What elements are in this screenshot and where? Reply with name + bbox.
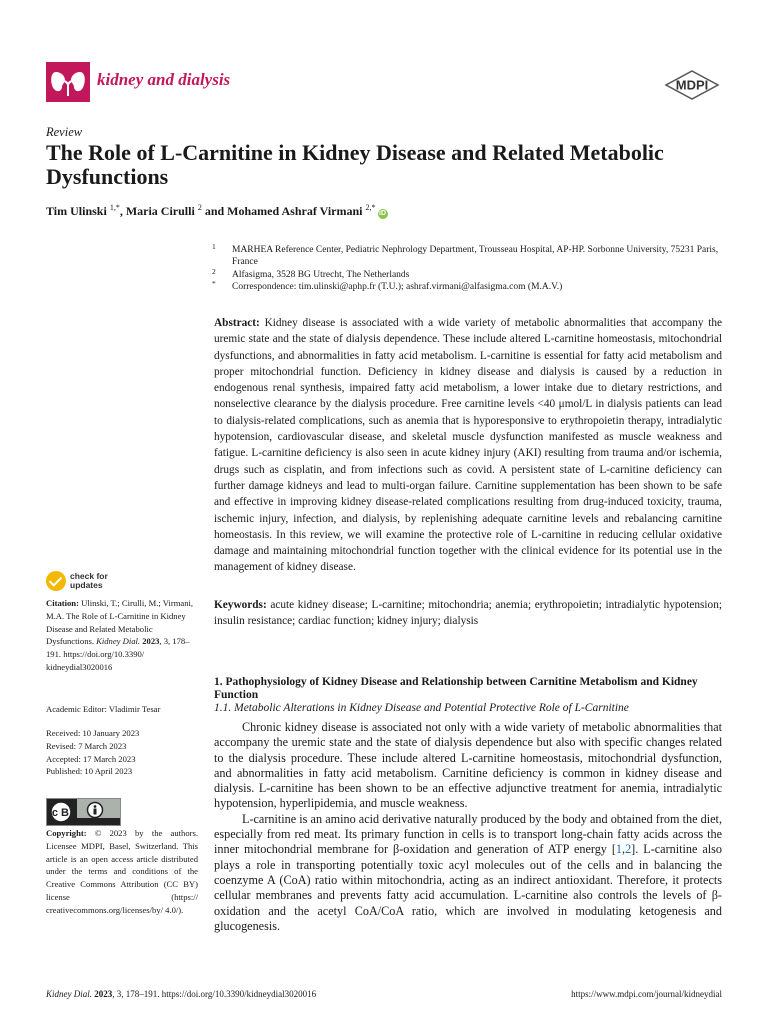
citation-link[interactable]: 1: [615, 842, 623, 857]
affiliation-item: 2 Alfasigma, 3528 BG Utrecht, The Netherlands: [212, 266, 410, 280]
copyright-label: Copyright:: [46, 828, 87, 838]
check-for-updates-label: check for updates: [70, 571, 108, 590]
affiliations: [212, 244, 722, 293]
citation-doi[interactable]: , 3, 178–191. https://doi.org/10.3390/ kidneydial3020016: [46, 636, 190, 672]
mdpi-logo[interactable]: [664, 70, 720, 100]
footer-journal-url[interactable]: https://www.mdpi.com/journal/kidneydial: [571, 989, 722, 999]
correspondence: * Correspondence: tim.ulinski@aphp.fr (T.U.); ashraf.virmani@alfasigma.com (M.A.V.): [212, 278, 563, 292]
footer-citation: Kidney Dial. 2023, 3, 178–191. https://doi.org/10.3390/kidneydial3020016: [46, 989, 317, 999]
author-name[interactable]: Maria Cirulli: [125, 204, 195, 218]
kidney-icon: [46, 62, 90, 102]
academic-editor: Academic Editor: Vladimir Tesar: [46, 704, 161, 714]
published-date: Published: 10 April 2023: [46, 766, 133, 777]
abstract: [214, 315, 722, 576]
footer-doi[interactable]: , 3, 178–191. https://doi.org/10.3390/kidneydial3020016: [112, 989, 317, 999]
author-list: Tim Ulinski $^{1,*}$, Maria Cirulli $^2$ and Mohamed Ashraf Virmani $^{2,*}$iD: [46, 203, 387, 218]
copyright-block: [46, 827, 198, 917]
citation-link[interactable]: 2: [625, 842, 632, 857]
keywords: [214, 597, 722, 630]
citation-block: Citation: Ulinski, T.; Cirulli, M.; Virmani, M.A. The Role of L-Carnitine in Kidney Disease and Related Metabolic Dysfunctions. Kidney Dial. 2023, 3, 178–191. https://doi.org/10.3390/ kidneydial3020016: [46, 598, 194, 672]
journal-logo: [46, 62, 90, 102]
paragraph: L-carnitine is an amino acid derivative naturally produced by the body and obtained from the diet, especially from red meat. Its primary function in cells is to transport long-chain fatty acids across the inner mitochondrial membrane for β-oxidation and generation of ATP energy [1,2]. L-carnitine also plays a role in transporting potentially toxic acyl molecules out of the cells and in balancing the coenzyme A (CoA) ratio within mitochondria, acting as an indirect antioxidant. Therefore, it protects cellular membranes and prevents fatty acid accumulation. L-carnitine also controls the levels of β-oxidation and the acetyl CoA/CoA ratio, which are involved in modulating ketogenesis and glucogenesis.: [214, 811, 722, 933]
article-type: Review: [46, 125, 83, 139]
cc-badge-text: cc BY: [47, 807, 77, 819]
received-date: Received: 10 January 2023: [46, 728, 140, 738]
mdpi-logo-text: MDPI: [675, 77, 709, 93]
subsection-heading: 1.1. Metabolic Alterations in Kidney Disease and Potential Protective Role of L-Carnitine: [214, 702, 629, 714]
revised-date: Revised: 7 March 2023: [46, 740, 127, 751]
affiliation-item: 1 MARHEA Reference Center, Pediatric Nephrology Department, Trousseau Hospital, AP-HP. Sorbonne University, 75231 Paris, France: [212, 242, 719, 268]
author-affil-marks: 1,*: [109, 203, 120, 212]
section-heading: 1. Pathophysiology of Kidney Disease and Relationship between Carnitine Metabolism and Kidney Function: [214, 676, 698, 701]
history-dates: [46, 727, 198, 778]
check-for-updates-button[interactable]: [46, 571, 126, 593]
article-title: The Role of L-Carnitine in Kidney Disease and Related Metabolic Dysfunctions: [46, 140, 664, 189]
abstract-label: Abstract:: [214, 317, 260, 329]
citation-label: Citation:: [46, 598, 79, 608]
copyright-text: © 2023 by the authors. Licensee MDPI, Basel, Switzerland. This article is an open access article distributed under the terms and conditions of the Creative Commons Attribution (CC BY) license (https:// creativecommons.org/licenses/by/ 4.0/).: [46, 828, 198, 915]
orcid-icon[interactable]: iD: [379, 210, 387, 217]
journal-name[interactable]: kidney and dialysis: [97, 70, 231, 89]
author-name[interactable]: Mohamed Ashraf Virmani: [227, 204, 363, 218]
keywords-text: acute kidney disease; L-carnitine; mitochondria; anemia; erythropoietin; intradialytic hypotension; insulin resistance; cardiac function; kidney injury; dialysis: [214, 599, 722, 628]
cc-by-license-badge[interactable]: [46, 798, 121, 826]
author-affil-marks: 2: [197, 203, 202, 212]
author-name[interactable]: Tim Ulinski: [46, 204, 107, 218]
body-text: [214, 720, 722, 934]
abstract-text: Kidney disease is associated with a wide variety of metabolic abnormalities that accompany the uremic state and the state of dialysis dependence. These include altered L-carnitine homeostasis, mitochondrial dysfunctions, and abnormalities in fatty acid metabolism. L-carnitine is essential for fatty acid metabolism and proper mitochondrial function. Deficiency in kidney disease and dialysis is caused by a reduction in endogenous renal synthesis, impaired fatty acid metabolism, a lower intake due to dietary restrictions, and nonselective clearance by the dialysis procedure. Free carnitine levels <40 μmol/L in dialysis patients can lead to dialysis-related complications, such as anemia that is hyporesponsive to erythropoietin therapy, intradialytic hypotension, cardiovascular disease, and skeletal muscle dysfunction manifested as muscle weakness and fatigue. L-carnitine deficiency is also seen in acute kidney injury (AKI) resulting from trauma and/or ischemia, drugs such as cisplatin, and from infections such as covid. A persistent state of L-carnitine deficiency can further damage kidneys and lead to multi-organ failure. Carnitine supplementation has been shown to be safe and effective in improving kidney disease-related complications resulting from drug-induced toxicity, trauma, ischemic injury, infection, and dialysis, by replenishing adequate carnitine levels and rebalancing carnitine homeostasis. In this review, we will examine the protective role of L-carnitine in reducing cellular oxidative damage and maintaining mitochondrial function together with the clinical evidence for its potential use in the management of kidney disease.: [214, 317, 723, 574]
accepted-date: Accepted: 17 March 2023: [46, 753, 136, 764]
keywords-label: Keywords:: [214, 599, 267, 611]
paragraph: Chronic kidney disease is associated not only with a wide variety of metabolic abnormalities that accompany the uremic state and the state of dialysis dependence but also with specific changes related to the dialysis procedure. These include altered L-carnitine homeostasis, mitochondrial dysfunction, and abnormalities in fatty acid metabolism. Carnitine deficiency is common in kidney disease and dialysis. L-carnitine has been shown to be an effective adjunctive treatment for anemia, intradialytic hypotension, hyperlipidemia, and muscle weakness.: [214, 720, 722, 811]
checkmark-icon: [46, 571, 66, 591]
author-affil-marks: 2,*: [365, 203, 376, 212]
citation-text: Ulinski, T.; Cirulli, M.; Virmani, M.A. The Role of L-Carnitine in Kidney Disease and Related Metabolic Dysfunctions.: [46, 598, 194, 647]
